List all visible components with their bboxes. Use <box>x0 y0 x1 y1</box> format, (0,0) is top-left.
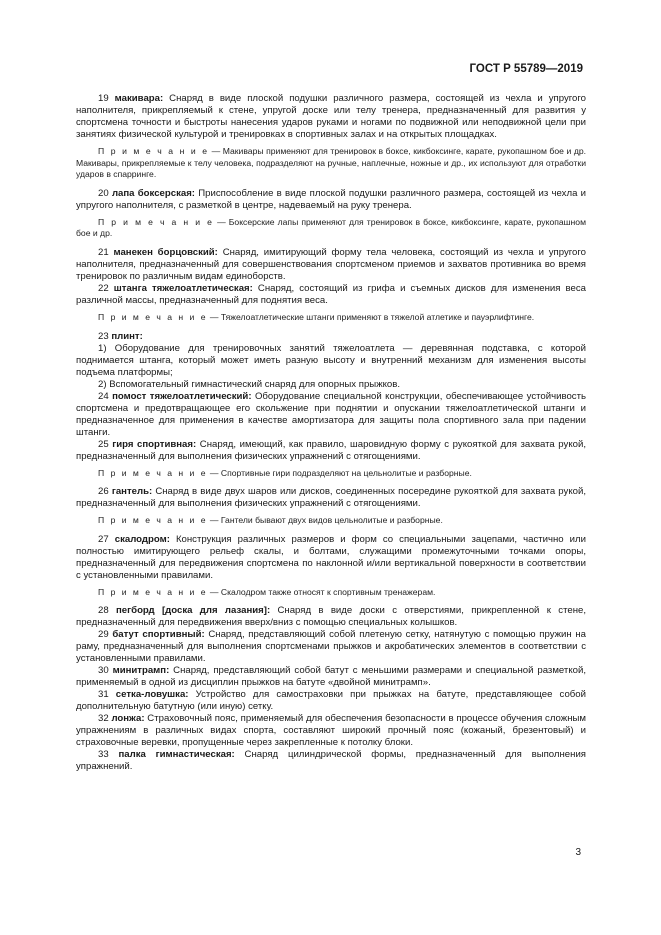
term-definition: Устройство для самостраховки при прыжках на батуте, представляющее собой дополнительную батутную (или иную) сетку. <box>76 689 586 713</box>
term-number: 32 <box>98 713 109 725</box>
term-note <box>76 587 586 599</box>
term-name: сетка-ловушка: <box>115 689 189 701</box>
note-text: — Спортивные гири подразделяют на цельнолитые и разборные. <box>207 467 472 478</box>
term-name: лапа боксерская: <box>111 187 196 199</box>
term-definition: Страховочный пояс, применяемый для обеспечения безопасности в процессе обучения сложным упражнениям в различных видах спорта, составляют широкий прочный пояс (кожаный, брезентовый) и страховочные веревки, пропущенные через закрепленные к потолку блоки. <box>76 713 586 749</box>
term-number: 25 <box>98 438 109 450</box>
term-entry <box>76 391 586 439</box>
note-text: — Скалодром также относят к спортивным тренажерам. <box>207 586 436 597</box>
note-text: — Макивары применяют для тренировок в боксе, кикбоксинге, карате, рукопашном бое и др. Макивары, прикрепляемые к телу человека, подразделяют на ручные, наплечные, ножные и др., их используют для отработки ударов в спарринге. <box>76 146 586 180</box>
term-name: батут спортивный: <box>112 629 205 641</box>
standard-code-header: ГОСТ Р 55789—2019 <box>469 63 583 75</box>
term-note <box>76 468 586 480</box>
note-text: — Боксерские лапы применяют для тренировок в боксе, кикбоксинге, карате, рукопашном бое и др. <box>76 216 586 239</box>
term-number: 20 <box>98 187 109 199</box>
term-entry <box>76 283 586 307</box>
term-name: пегборд [доска для лазания]: <box>116 605 271 617</box>
term-number: 29 <box>98 629 109 641</box>
term-definition: Снаряд цилиндрической формы, предназначенный для выполнения упражнений. <box>76 749 586 773</box>
term-number: 28 <box>98 605 109 617</box>
term-definition: Снаряд, состоящий из грифа и съемных дисков для изменения веса различной массы, предназначенный для поднятия веса. <box>76 282 587 306</box>
term-entry <box>76 188 586 212</box>
term-entry <box>76 247 586 283</box>
term-number: 30 <box>98 665 109 677</box>
term-number: 23 <box>98 330 109 342</box>
term-name: штанга тяжелоатлетическая: <box>113 282 253 294</box>
term-definition: Снаряд в виде двух шаров или дисков, соединенных посередине рукояткой для захвата рукой, предназначенный для выполнения физических упражнений с отягощениями. <box>76 486 586 510</box>
term-name: палка гимнастическая: <box>118 749 235 761</box>
note-label: П р и м е ч а н и е <box>98 586 208 597</box>
term-entry <box>76 605 586 629</box>
term-definition: Снаряд, имеющий, как правило, шаровидную форму с рукояткой для захвата рукой, предназначенный для выполнения физических упражнений с отягощениями. <box>76 438 586 462</box>
term-name: плинт: <box>111 330 143 342</box>
term-entry <box>76 749 586 773</box>
note-label: П р и м е ч а н и е <box>98 467 208 478</box>
term-name: скалодром: <box>114 533 170 545</box>
term-name: манекен борцовский: <box>113 246 218 258</box>
term-definition: Снаряд в виде доски с отверстиями, прикрепленной к стене, предназначенный для передвижения вверх/вниз с помощью специальных колышков. <box>76 605 586 629</box>
note-label: П р и м е ч а н и е <box>98 515 208 526</box>
term-number: 24 <box>98 390 109 402</box>
term-definition: Снаряд в виде плоской подушки различного размера, состоящей из чехла и упругого наполнителя, прикрепляемый к стене, упругой доске или телу тренера, предназначенный для развития у спортсмена точности и быстроты нанесения ударов руками и ногами по подвижной или неподвижной цели при занятиях физической культурой и тренировках в спортивных залах и на открытых площадках. <box>76 93 587 140</box>
term-number: 26 <box>98 486 109 498</box>
term-number: 22 <box>98 282 109 294</box>
term-definition: Приспособление в виде плоской подушки различного размера, состоящей из чехла и упругого наполнителя, с разметкой в центре, надеваемый на руку тренера. <box>76 187 587 211</box>
definition-list-item: 2) Вспомогательный гимнастический снаряд для опорных прыжков. <box>98 378 401 390</box>
page-number: 3 <box>575 847 581 858</box>
term-definition: Оборудование специальной конструкции, обеспечивающее устойчивость спортсмена и предотвращающее его скольжение при поднятии и опускании тяжелоатлетической штанги и предназначенное для применения в качестве амортизатора для защиты пола спортивного зала при падении штанги. <box>76 390 586 438</box>
term-entry <box>76 665 586 689</box>
term-entry <box>76 439 586 463</box>
term-entry <box>76 534 586 582</box>
note-text: — Гантели бывают двух видов цельнолитые и разборные. <box>207 515 443 526</box>
note-label: П р и м е ч а н и е <box>98 311 208 322</box>
definition-list-item: 1) Оборудование для тренировочных занятий тяжелоатлета — деревянная подставка, с которой поднимается штанга, который может иметь разную высоту и внутренний механизм для изменения высоты подъема платформы; <box>76 342 586 378</box>
term-entry <box>76 713 586 749</box>
term-name: лонжа: <box>111 713 145 725</box>
term-note <box>76 312 586 324</box>
term-definition: Снаряд, имитирующий форму тела человека, состоящий из чехла и упругого наполнителя, предназначенный для совершенствования спортсменом приемов и захватов противника во время тренировок по различным видам единоборств. <box>76 246 587 282</box>
term-entry <box>76 689 586 713</box>
terms-content <box>76 93 586 773</box>
term-number: 21 <box>98 246 109 258</box>
term-number: 33 <box>98 749 109 761</box>
term-number: 31 <box>98 689 109 701</box>
term-entry <box>76 629 586 665</box>
term-name: гантель: <box>111 486 153 498</box>
note-text: — Тяжелоатлетические штанги применяют в тяжелой атлетике и пауэрлифтинге. <box>207 311 535 322</box>
note-label: П р и м е ч а н и е <box>98 146 210 156</box>
term-note <box>76 217 586 240</box>
term-entry <box>76 486 586 510</box>
term-number: 19 <box>98 93 109 104</box>
term-name: макивара: <box>114 93 164 104</box>
term-entry <box>76 331 586 343</box>
term-name: минитрамп: <box>112 665 170 677</box>
note-label: П р и м е ч а н и е <box>98 216 214 227</box>
term-entry <box>76 93 586 141</box>
term-name: помост тяжелоатлетический: <box>112 390 252 402</box>
term-definition: Снаряд, представляющий собой плетеную сетку, натянутую с помощью пружин на раму, предназначенный для выполнения спортсменами прыжков и акробатических элементов в соответствии с установленными правилами. <box>76 629 586 665</box>
term-name: гиря спортивная: <box>112 438 197 450</box>
term-note <box>76 515 586 527</box>
term-definition: Конструкция различных размеров и форм со специальными зацепами, частично или полностью имитирующего рельеф скалы, и болтами, служащими промежуточными точками опоры, предназначенный для передвижения спортсмена по наклонной и/или вертикальной поверхности в соответствии с установленными правилами. <box>76 533 587 581</box>
term-note <box>76 146 586 181</box>
term-number: 27 <box>98 533 109 545</box>
term-definition: Снаряд, представляющий собой батут с меньшими размерами и специальной разметкой, применяемый в одной из дисциплин прыжков на батуте «двойной минитрамп». <box>76 665 586 689</box>
